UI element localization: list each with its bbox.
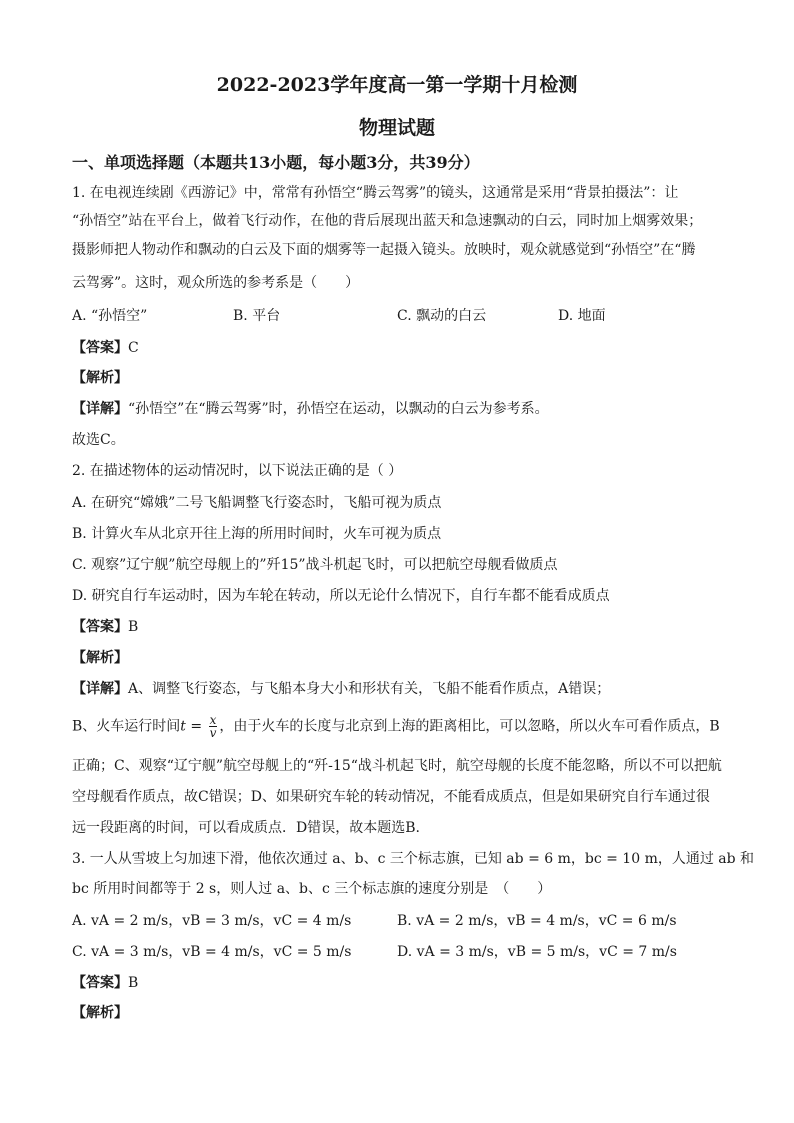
q1-stem-line-4: 云驾雾”。这时，观众所选的参考系是（ ） <box>72 275 360 291</box>
q1-option-b: B. 平台 <box>233 308 281 324</box>
q2-option-c: C. 观察”辽宁舰”航空母舰上的”歼15”战斗机起飞时，可以把航空母舰看做质点 <box>72 557 558 573</box>
detail-tag: 【详解】 <box>72 401 128 417</box>
answer-value: C <box>128 340 139 356</box>
detail-tag: 【详解】 <box>72 681 128 697</box>
q2-option-a: A. 在研究“嫦娥”二号飞船调整飞行姿态时，飞船可视为质点 <box>72 495 442 511</box>
exam-title: 2022-2023学年度高一第一学期十月检测 <box>216 74 578 96</box>
detail-text: A、调整飞行姿态，与飞船本身大小和形状有关，飞船不能看作质点，A错误； <box>128 681 611 697</box>
answer-value: B <box>128 619 139 635</box>
q1-conclusion: 故选C。 <box>72 432 125 448</box>
answer-value: B <box>128 975 139 991</box>
q2-analysis-tag: 【解析】 <box>72 650 128 666</box>
answer-tag: 【答案】 <box>72 975 128 991</box>
q1-option-d: D. 地面 <box>558 308 606 324</box>
q3-stem-line-1: 3. 一人从雪坡上匀加速下滑，他依次通过 a、b、c 三个标志旗，已知 ab = 6 m，bc = 10 m，人通过 ab 和 <box>72 851 755 867</box>
q1-stem-line-2: “孙悟空”站在平台上，做着飞行动作，在他的背后展现出蓝天和急速飘动的白云，同时加上烟雾效果； <box>72 213 703 229</box>
q2-answer <box>72 617 138 637</box>
fraction-denominator: v <box>209 726 217 740</box>
q3-analysis-tag: 【解析】 <box>72 1005 128 1021</box>
section-heading: 一、单项选择题（本题共13小题，每小题3分，共39分） <box>72 153 480 172</box>
formula-variable-t: t <box>180 718 186 735</box>
q3-option-c: C. vA = 3 m/s，vB = 4 m/s，vC = 5 m/s <box>72 944 352 960</box>
q2-option-b: B. 计算火车从北京开往上海的所用时间时，火车可视为质点 <box>72 526 442 542</box>
q1-option-c: C. 飘动的白云 <box>397 308 487 324</box>
q1-analysis-tag: 【解析】 <box>72 370 128 386</box>
q3-answer <box>72 973 138 993</box>
q1-answer <box>72 338 139 358</box>
q2-detail-line-5: 远一段距离的时间，可以看成质点．D错误，故本题选B. <box>72 820 420 836</box>
q1-detail <box>72 399 549 419</box>
q1-option-a: A. “孙悟空” <box>72 308 148 324</box>
q2-detail-line-3: 正确；C、观察“辽宁舰”航空母舰上的“歼-15“战斗机起飞时，航空母舰的长度不能忽略，所以不可以把航 <box>72 758 722 774</box>
formula-equals: = <box>185 718 207 735</box>
q2-detail-line-1 <box>72 679 610 699</box>
q3-option-d: D. vA = 3 m/s，vB = 5 m/s，vC = 7 m/s <box>397 944 677 960</box>
detail-text: ，由于火车的长度与北京到上海的距离相比，可以忽略，所以火车可看作质点，B <box>219 718 720 735</box>
q1-stem-line-3: 摄影师把人物动作和飘动的白云及下面的烟雾等一起摄入镜头。放映时，观众就感觉到“孙悟空”在“腾 <box>72 242 696 258</box>
answer-tag: 【答案】 <box>72 619 128 635</box>
formula-fraction <box>209 714 218 739</box>
subject-title: 物理试题 <box>358 117 435 139</box>
q3-option-b: B. vA = 2 m/s，vB = 4 m/s，vC = 6 m/s <box>397 913 677 929</box>
q2-option-d: D. 研究自行车运动时，因为车轮在转动，所以无论什么情况下，自行车都不能看成质点 <box>72 588 610 604</box>
answer-tag: 【答案】 <box>72 340 128 356</box>
q2-stem: 2. 在描述物体的运动情况时，以下说法正确的是（ ） <box>72 463 403 479</box>
q3-stem-line-2: bc 所用时间都等于 2 s，则人过 a、b、c 三个标志旗的速度分别是 （ ） <box>72 881 552 897</box>
fraction-numerator: x <box>209 713 217 727</box>
detail-text: B、火车运行时间 <box>72 718 181 735</box>
q2-detail-line-2 <box>72 714 720 739</box>
q3-option-a: A. vA = 2 m/s，vB = 3 m/s，vC = 4 m/s <box>72 913 352 929</box>
q2-detail-line-4: 空母舰看作质点，故C错误；D、如果研究车轮的转动情况，不能看成质点，但是如果研究自行车通过很 <box>72 789 710 805</box>
detail-text: “孙悟空”在“腾云驾雾”时，孙悟空在运动，以飘动的白云为参考系。 <box>128 401 549 417</box>
q1-stem-line-1: 1. 在电视连续剧《西游记》中，常常有孙悟空“腾云驾雾”的镜头，这通常是采用“背景拍摄法”：让 <box>72 185 679 201</box>
